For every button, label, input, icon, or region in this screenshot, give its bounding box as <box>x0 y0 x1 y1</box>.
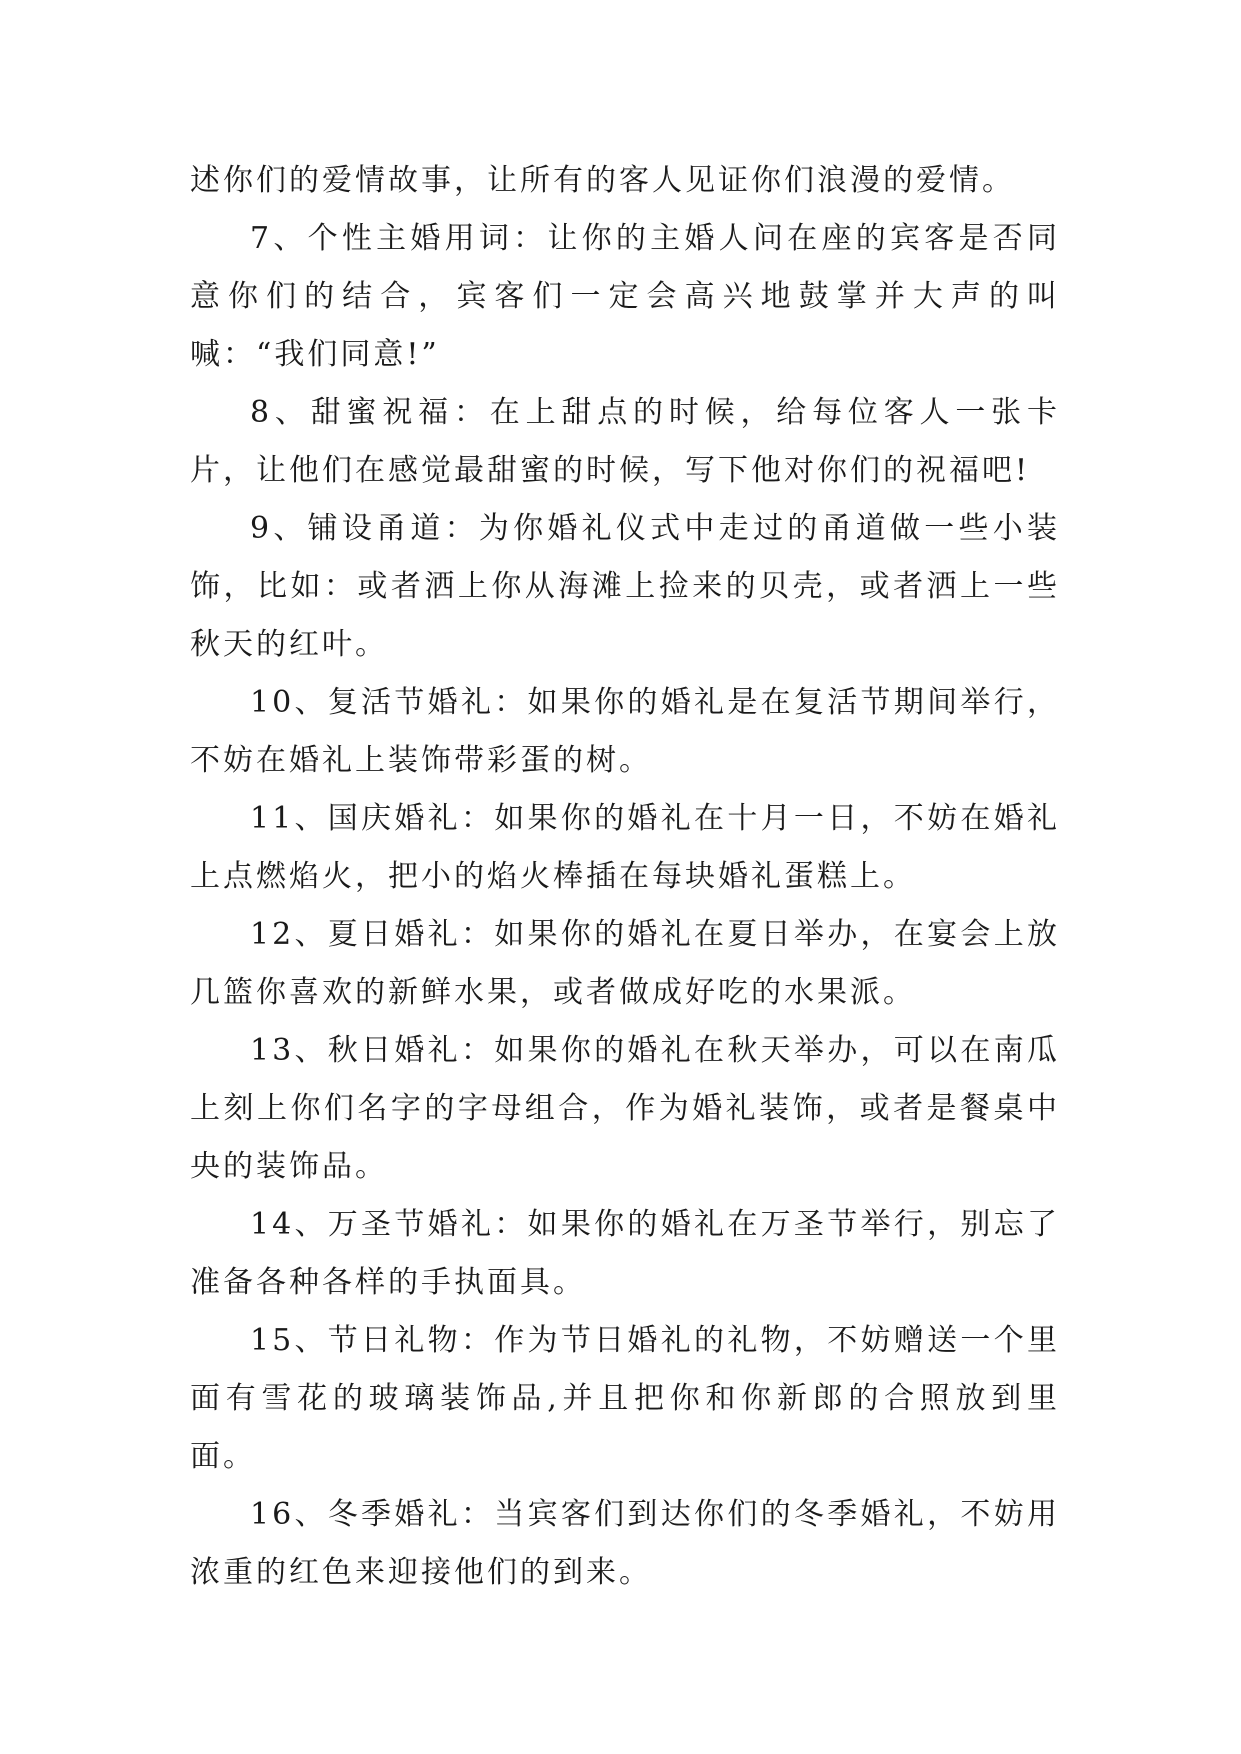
document-body <box>190 152 1060 1602</box>
paragraph-item-11: 11、国庆婚礼：如果你的婚礼在十月一日，不妨在婚礼上点燃焰火，把小的焰火棒插在每块婚礼蛋糕上。 <box>190 801 1060 894</box>
paragraph-item-7: 7、个性主婚用词：让你的主婚人问在座的宾客是否同意你们的结合，宾客们一定会高兴地鼓掌并大声的叫喊：“我们同意!” <box>190 221 1060 372</box>
paragraph-item-14: 14、万圣节婚礼：如果你的婚礼在万圣节举行，别忘了准备各种各样的手执面具。 <box>190 1207 1060 1300</box>
paragraph-item-13: 13、秋日婚礼：如果你的婚礼在秋天举办，可以在南瓜上刻上你们名字的字母组合，作为婚礼装饰，或者是餐桌中央的装饰品。 <box>190 1033 1060 1184</box>
paragraph-item-12: 12、夏日婚礼：如果你的婚礼在夏日举办，在宴会上放几篮你喜欢的新鲜水果，或者做成好吃的水果派。 <box>190 917 1060 1010</box>
paragraph-item-10: 10、复活节婚礼：如果你的婚礼是在复活节期间举行，不妨在婚礼上装饰带彩蛋的树。 <box>190 685 1060 778</box>
paragraph-item-9: 9、铺设甬道：为你婚礼仪式中走过的甬道做一些小装饰，比如：或者洒上你从海滩上捡来的贝壳，或者洒上一些秋天的红叶。 <box>190 511 1060 662</box>
paragraph-item-8: 8、甜蜜祝福：在上甜点的时候，给每位客人一张卡片，让他们在感觉最甜蜜的时候，写下他对你们的祝福吧! <box>190 395 1060 488</box>
paragraph-item-16: 16、冬季婚礼：当宾客们到达你们的冬季婚礼，不妨用浓重的红色来迎接他们的到来。 <box>190 1497 1060 1590</box>
paragraph-continuation: 述你们的爱情故事，让所有的客人见证你们浪漫的爱情。 <box>190 163 1015 198</box>
paragraph-item-15: 15、节日礼物：作为节日婚礼的礼物，不妨赠送一个里面有雪花的玻璃装饰品,并且把你和你新郎的合照放到里面。 <box>190 1323 1060 1474</box>
